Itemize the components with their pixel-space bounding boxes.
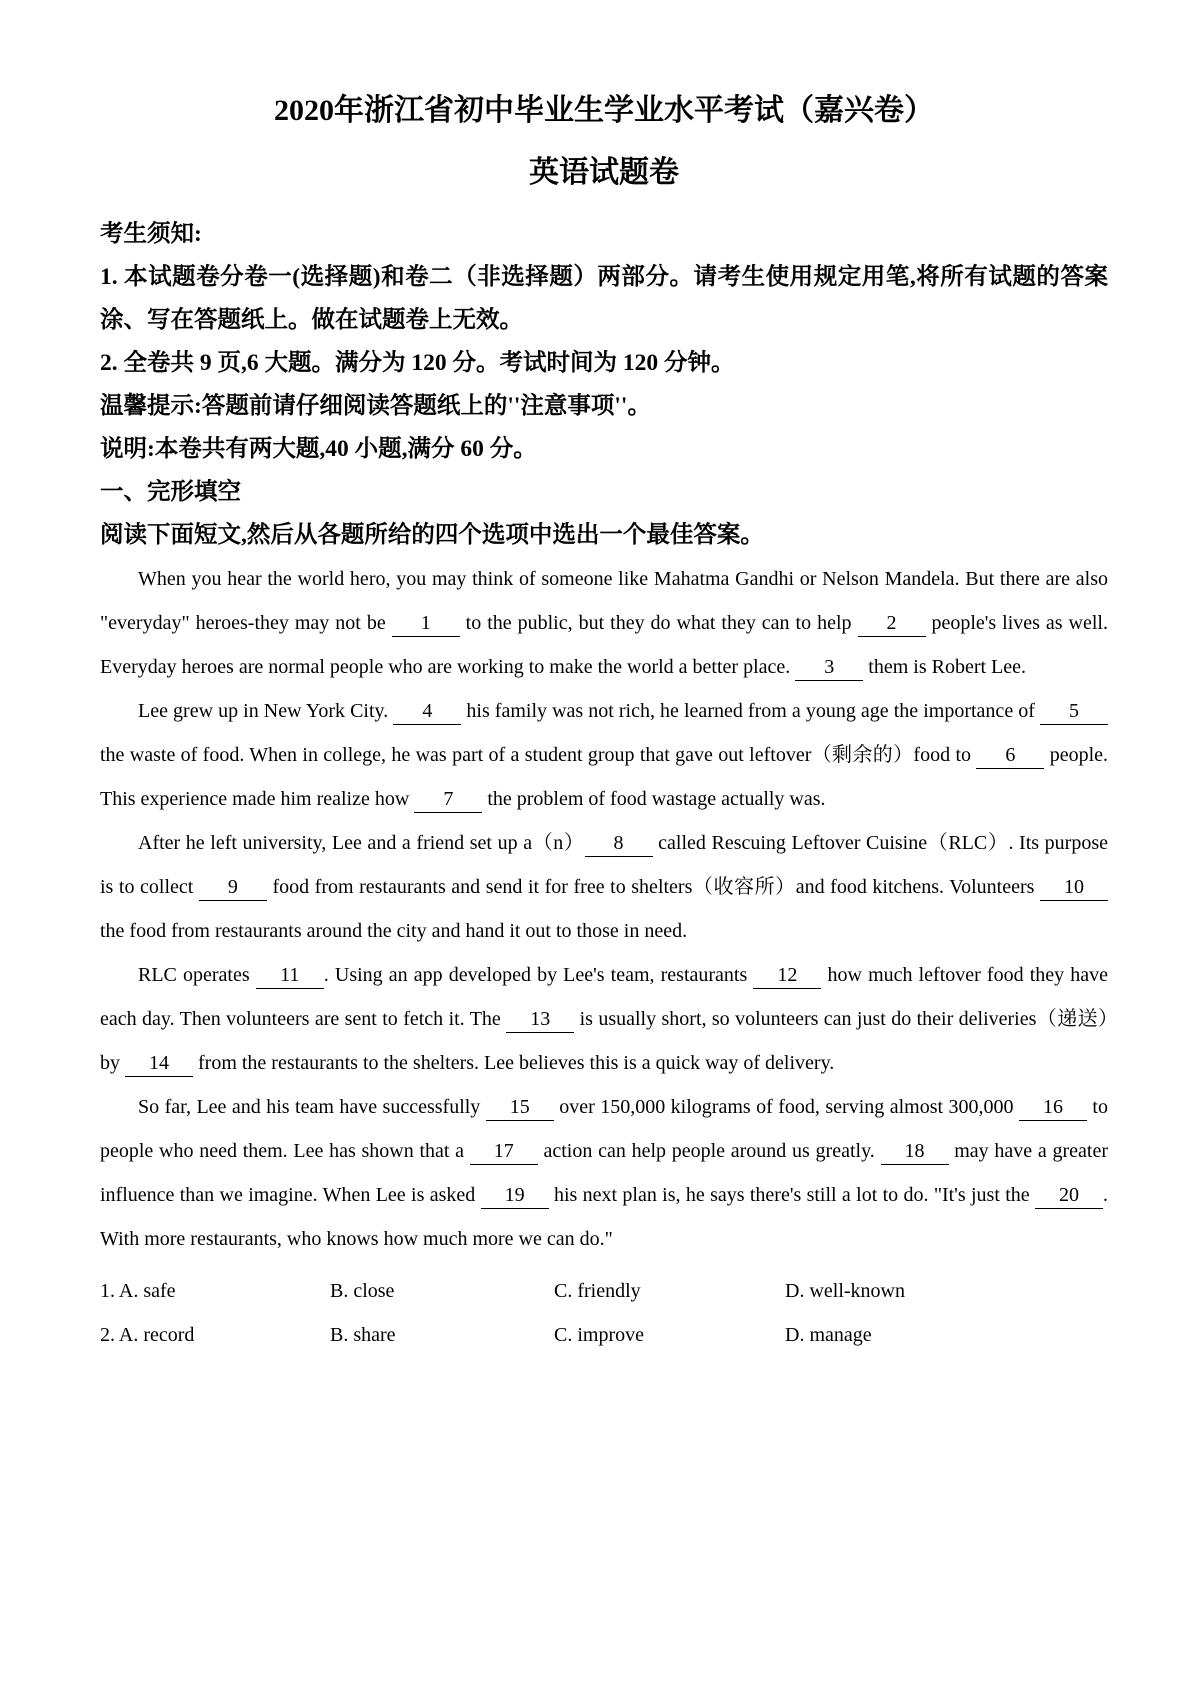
cloze-blank-2: 2 [858,610,926,637]
cloze-blank-8: 8 [585,830,653,857]
cloze-paragraph-3: After he left university, Lee and a friend set up a（n） 8 called Rescuing Leftover Cuisine（RLC）. Its purpose is to collect 9 food from restaurants and send it for free to shelters（收容所）and food kitchens. Volunteers 10 the food from restaurants around the city and hand it out to those in need. [100,832,1108,942]
option-cell-2d [785,1313,1108,1357]
cloze-blank-7: 7 [414,786,482,813]
doc-title: 2020年浙江省初中毕业生学业水平考试（嘉兴卷） [274,94,934,127]
cloze-blank-4: 4 [393,698,461,725]
options-row-1 [100,1269,1108,1313]
cloze-blank-17: 17 [470,1138,538,1165]
cloze-blank-5: 5 [1040,698,1108,725]
option-b: B. close [330,1280,395,1302]
question-number: 1. [100,1280,115,1302]
cloze-blank-13: 13 [506,1006,574,1033]
option-d: D. manage [785,1324,872,1346]
notice-heading: 考生须知: [100,221,202,247]
cloze-blank-15: 15 [486,1094,554,1121]
option-cell-2b [330,1313,554,1357]
cloze-blank-18: 18 [881,1138,949,1165]
cloze-blank-3: 3 [795,654,863,681]
cloze-blank-11: 11 [256,962,324,989]
option-cell-1c [554,1269,785,1313]
question-number: 2. [100,1324,115,1346]
answer-options [100,1269,1108,1357]
notice-line-3: 温馨提示:答题前请仔细阅读答题纸上的''注意事项''。 [100,393,651,419]
option-cell-1a [100,1269,330,1313]
section-heading-cloze: 一、完形填空 [100,479,241,505]
cloze-blank-20: 20 [1035,1182,1103,1209]
cloze-blank-12: 12 [753,962,821,989]
cloze-blank-10: 10 [1040,874,1108,901]
option-cell-1d [785,1269,1108,1313]
cloze-paragraph-4: RLC operates 11 . Using an app developed by Lee's team, restaurants 12 how much leftover food they have each day. Then volunteers are sent to fetch it. The 13 is usually short, so volunteers can just do their deliveries（递送）by 14 from the restaurants to the shelters. Lee believes this is a quick way of delivery. [100,953,1108,1085]
cloze-paragraph-1: When you hear the world hero, you may think of someone like Mahatma Gandhi or Nelson Mandela. But there are also "everyday" heroes-they may not be 1 to the public, but they do what they can to help 2 people's lives as well. Everyday heroes are normal people who are working to make the world a better place. 3 them is Robert Lee. [100,557,1108,689]
cloze-blank-6: 6 [976,742,1044,769]
section-instruction: 阅读下面短文,然后从各题所给的四个选项中选出一个最佳答案。 [100,522,764,548]
cloze-blank-1: 1 [392,610,460,637]
option-a: A. safe [118,1280,176,1302]
cloze-blank-19: 19 [481,1182,549,1209]
options-row-2 [100,1313,1108,1357]
option-cell-1b [330,1269,554,1313]
notice-line-2: 2. 全卷共 9 页,6 大题。满分为 120 分。考试时间为 120 分钟。 [100,350,735,376]
option-d: D. well-known [785,1280,905,1302]
option-a: A. record [118,1324,195,1346]
cloze-paragraph-5: So far, Lee and his team have successfully 15 over 150,000 kilograms of food, serving almost 300,000 16 to people who need them. Lee has shown that a 17 action can help people around us greatly. 18 may have a greater influence than we imagine. When Lee is asked 19 his next plan is, he says there's still a lot to do. "It's just the 20 . With more restaurants, who knows how much more we can do." [100,1096,1108,1250]
cloze-blank-9: 9 [199,874,267,901]
option-b: B. share [330,1324,396,1346]
cloze-blank-14: 14 [125,1050,193,1077]
option-cell-2a [100,1313,330,1357]
cloze-blank-16: 16 [1019,1094,1087,1121]
notice-line-4: 说明:本卷共有两大题,40 小题,满分 60 分。 [100,436,537,462]
notice-line-1: 1. 本试题卷分卷一(选择题)和卷二（非选择题）两部分。请考生使用规定用笔,将所有试题的答案涂、写在答题纸上。做在试题卷上无效。 [100,264,1108,333]
option-c: C. improve [554,1324,644,1346]
option-c: C. friendly [554,1280,641,1302]
cloze-paragraph-2: Lee grew up in New York City. 4 his family was not rich, he learned from a young age the importance of 5 the waste of food. When in college, he was part of a student group that gave out leftover（剩余的）food to 6 people. This experience made him realize how 7 the problem of food wastage actually was. [100,689,1108,821]
doc-subtitle: 英语试题卷 [529,155,679,189]
option-cell-2c [554,1313,785,1357]
